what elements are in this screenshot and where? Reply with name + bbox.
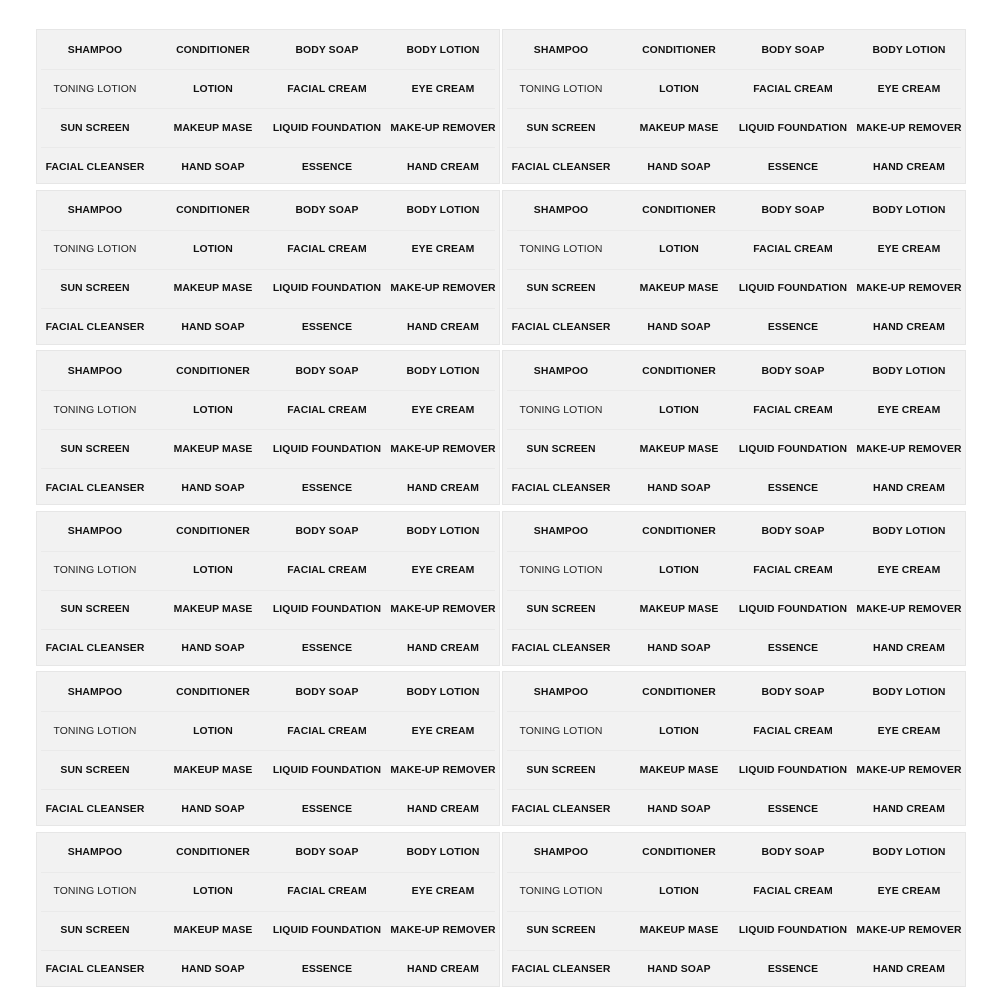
product-label: BODY SOAP xyxy=(295,686,359,698)
product-label: FACIAL CREAM xyxy=(287,404,367,416)
product-label: MAKEUP MASE xyxy=(639,925,719,937)
product-label: BODY LOTION xyxy=(406,847,480,859)
label-sheet xyxy=(502,511,966,666)
product-label: TONING LOTION xyxy=(53,886,137,898)
product-label: LOTION xyxy=(659,565,699,577)
label-sheet xyxy=(36,29,500,184)
product-label: EYE CREAM xyxy=(411,565,475,577)
product-label: MAKE-UP REMOVER xyxy=(856,604,962,616)
product-label: CONDITIONER xyxy=(176,526,250,538)
product-label: TONING LOTION xyxy=(53,565,137,577)
product-label: EYE CREAM xyxy=(877,886,941,898)
product-label: MAKEUP MASE xyxy=(173,604,253,616)
product-label: SHAMPOO xyxy=(533,686,589,698)
product-label: BODY LOTION xyxy=(872,847,946,859)
product-label: LIQUID FOUNDATION xyxy=(272,925,382,937)
product-label: ESSENCE xyxy=(767,964,819,976)
product-label: LOTION xyxy=(193,83,233,95)
product-label: SHAMPOO xyxy=(533,847,589,859)
product-label: HAND SOAP xyxy=(647,482,711,494)
product-label: LOTION xyxy=(659,83,699,95)
product-label: MAKEUP MASE xyxy=(639,764,719,776)
product-label: MAKE-UP REMOVER xyxy=(856,764,962,776)
product-label: CONDITIONER xyxy=(642,686,716,698)
product-label: EYE CREAM xyxy=(411,83,475,95)
product-label: CONDITIONER xyxy=(176,365,250,377)
product-label: MAKE-UP REMOVER xyxy=(390,122,496,134)
product-label: BODY LOTION xyxy=(872,205,946,217)
product-label: LIQUID FOUNDATION xyxy=(738,122,848,134)
product-label: BODY SOAP xyxy=(295,365,359,377)
product-label: HAND CREAM xyxy=(407,322,479,334)
product-label: SHAMPOO xyxy=(533,365,589,377)
product-label: FACIAL CLEANSER xyxy=(511,803,611,815)
product-label: LIQUID FOUNDATION xyxy=(272,283,382,295)
product-label: ESSENCE xyxy=(301,322,353,334)
product-label: MAKE-UP REMOVER xyxy=(390,443,496,455)
product-label: LOTION xyxy=(659,404,699,416)
product-label: HAND SOAP xyxy=(181,643,245,655)
product-label: EYE CREAM xyxy=(877,725,941,737)
label-sheet xyxy=(502,832,966,987)
product-label: HAND CREAM xyxy=(873,161,945,173)
product-label: HAND SOAP xyxy=(647,643,711,655)
product-label: LIQUID FOUNDATION xyxy=(738,925,848,937)
product-label: HAND SOAP xyxy=(181,482,245,494)
product-label: MAKEUP MASE xyxy=(173,122,253,134)
product-label: CONDITIONER xyxy=(642,44,716,56)
product-label: HAND SOAP xyxy=(647,322,711,334)
product-label: MAKEUP MASE xyxy=(639,604,719,616)
product-label: FACIAL CREAM xyxy=(753,725,833,737)
product-label: FACIAL CREAM xyxy=(753,404,833,416)
product-label: TONING LOTION xyxy=(53,404,137,416)
product-label: BODY LOTION xyxy=(406,365,480,377)
product-label: MAKE-UP REMOVER xyxy=(390,764,496,776)
product-label: EYE CREAM xyxy=(411,886,475,898)
product-label: ESSENCE xyxy=(301,803,353,815)
product-label: HAND CREAM xyxy=(873,803,945,815)
product-label: MAKE-UP REMOVER xyxy=(856,122,962,134)
product-label: EYE CREAM xyxy=(411,244,475,256)
product-label: SUN SCREEN xyxy=(526,925,596,937)
label-sheet xyxy=(36,832,500,987)
product-label: MAKE-UP REMOVER xyxy=(390,925,496,937)
product-label: HAND SOAP xyxy=(181,964,245,976)
product-label: LOTION xyxy=(193,886,233,898)
product-label: MAKE-UP REMOVER xyxy=(856,925,962,937)
product-label: BODY SOAP xyxy=(295,205,359,217)
label-sheet xyxy=(502,671,966,826)
product-label: ESSENCE xyxy=(767,161,819,173)
label-sheet xyxy=(36,350,500,505)
product-label: CONDITIONER xyxy=(176,847,250,859)
product-label: CONDITIONER xyxy=(176,44,250,56)
product-label: SUN SCREEN xyxy=(60,283,130,295)
product-label: HAND SOAP xyxy=(647,161,711,173)
label-sheet xyxy=(36,190,500,345)
product-label: FACIAL CLEANSER xyxy=(45,964,145,976)
product-label: BODY SOAP xyxy=(295,44,359,56)
product-label: FACIAL CREAM xyxy=(753,565,833,577)
product-label: CONDITIONER xyxy=(176,205,250,217)
product-label: LIQUID FOUNDATION xyxy=(272,122,382,134)
product-label: CONDITIONER xyxy=(176,686,250,698)
product-label: SUN SCREEN xyxy=(526,443,596,455)
label-sheet xyxy=(36,671,500,826)
product-label: HAND CREAM xyxy=(407,964,479,976)
product-label: BODY SOAP xyxy=(295,526,359,538)
product-label: TONING LOTION xyxy=(519,83,603,95)
product-label: CONDITIONER xyxy=(642,526,716,538)
product-label: MAKE-UP REMOVER xyxy=(390,283,496,295)
product-label: EYE CREAM xyxy=(877,404,941,416)
product-label: SHAMPOO xyxy=(67,686,123,698)
product-label: MAKE-UP REMOVER xyxy=(390,604,496,616)
product-label: FACIAL CREAM xyxy=(287,725,367,737)
product-label: LOTION xyxy=(193,565,233,577)
product-label: EYE CREAM xyxy=(877,244,941,256)
product-label: LIQUID FOUNDATION xyxy=(738,283,848,295)
product-label: EYE CREAM xyxy=(877,83,941,95)
product-label: FACIAL CREAM xyxy=(753,886,833,898)
product-label: LOTION xyxy=(659,244,699,256)
product-label: MAKEUP MASE xyxy=(173,764,253,776)
product-label: SUN SCREEN xyxy=(60,604,130,616)
product-label: MAKE-UP REMOVER xyxy=(856,283,962,295)
product-label: BODY LOTION xyxy=(872,365,946,377)
product-label: LOTION xyxy=(193,404,233,416)
label-sheet xyxy=(502,350,966,505)
product-label: HAND CREAM xyxy=(407,482,479,494)
product-label: LIQUID FOUNDATION xyxy=(738,443,848,455)
product-label: FACIAL CREAM xyxy=(753,83,833,95)
product-label: HAND SOAP xyxy=(647,803,711,815)
product-label: BODY LOTION xyxy=(872,44,946,56)
product-label: MAKEUP MASE xyxy=(639,443,719,455)
product-label: SUN SCREEN xyxy=(60,764,130,776)
product-label: BODY LOTION xyxy=(406,205,480,217)
product-label: SUN SCREEN xyxy=(526,283,596,295)
product-label: HAND CREAM xyxy=(407,161,479,173)
product-label: FACIAL CLEANSER xyxy=(511,322,611,334)
product-label: CONDITIONER xyxy=(642,365,716,377)
label-sheet xyxy=(502,29,966,184)
product-label: ESSENCE xyxy=(301,482,353,494)
product-label: HAND CREAM xyxy=(873,964,945,976)
product-label: TONING LOTION xyxy=(53,83,137,95)
product-label: FACIAL CLEANSER xyxy=(511,161,611,173)
product-label: CONDITIONER xyxy=(642,847,716,859)
product-label: LIQUID FOUNDATION xyxy=(272,443,382,455)
product-label: TONING LOTION xyxy=(519,244,603,256)
product-label: HAND CREAM xyxy=(873,322,945,334)
product-label: ESSENCE xyxy=(767,322,819,334)
product-label: EYE CREAM xyxy=(877,565,941,577)
product-label: LIQUID FOUNDATION xyxy=(272,604,382,616)
product-label: BODY SOAP xyxy=(761,686,825,698)
product-label: BODY SOAP xyxy=(761,847,825,859)
product-label: SHAMPOO xyxy=(533,526,589,538)
product-label: FACIAL CREAM xyxy=(287,244,367,256)
product-label: BODY LOTION xyxy=(406,526,480,538)
product-label: SUN SCREEN xyxy=(526,764,596,776)
product-label: FACIAL CREAM xyxy=(287,565,367,577)
product-label: SUN SCREEN xyxy=(60,122,130,134)
product-label: LOTION xyxy=(659,725,699,737)
product-label: HAND CREAM xyxy=(873,643,945,655)
product-label: TONING LOTION xyxy=(519,565,603,577)
product-label: SHAMPOO xyxy=(67,365,123,377)
product-label: FACIAL CLEANSER xyxy=(45,643,145,655)
product-label: FACIAL CLEANSER xyxy=(511,964,611,976)
product-label: SHAMPOO xyxy=(67,44,123,56)
product-label: MAKEUP MASE xyxy=(173,283,253,295)
product-label: ESSENCE xyxy=(767,803,819,815)
product-label: HAND CREAM xyxy=(873,482,945,494)
product-label: LOTION xyxy=(659,886,699,898)
product-label: SHAMPOO xyxy=(67,205,123,217)
product-label: BODY SOAP xyxy=(761,365,825,377)
product-label: ESSENCE xyxy=(301,161,353,173)
product-label: FACIAL CREAM xyxy=(287,83,367,95)
product-label: BODY LOTION xyxy=(406,44,480,56)
product-label: HAND SOAP xyxy=(181,161,245,173)
product-label: FACIAL CREAM xyxy=(753,244,833,256)
label-sheet xyxy=(36,511,500,666)
product-label: BODY SOAP xyxy=(761,526,825,538)
product-label: SHAMPOO xyxy=(533,205,589,217)
product-label: FACIAL CLEANSER xyxy=(45,803,145,815)
product-label: TONING LOTION xyxy=(519,725,603,737)
label-sheet xyxy=(502,190,966,345)
product-label: BODY SOAP xyxy=(295,847,359,859)
product-label: BODY SOAP xyxy=(761,44,825,56)
product-label: LOTION xyxy=(193,244,233,256)
product-label: FACIAL CLEANSER xyxy=(45,322,145,334)
product-label: MAKE-UP REMOVER xyxy=(856,443,962,455)
product-label: FACIAL CLEANSER xyxy=(511,482,611,494)
product-label: EYE CREAM xyxy=(411,404,475,416)
product-label: FACIAL CREAM xyxy=(287,886,367,898)
product-label: MAKEUP MASE xyxy=(639,122,719,134)
product-label: SHAMPOO xyxy=(533,44,589,56)
product-label: CONDITIONER xyxy=(642,205,716,217)
product-label: HAND SOAP xyxy=(181,803,245,815)
product-label: HAND CREAM xyxy=(407,643,479,655)
product-label: LIQUID FOUNDATION xyxy=(738,604,848,616)
product-label: HAND SOAP xyxy=(647,964,711,976)
product-label: MAKEUP MASE xyxy=(639,283,719,295)
product-label: HAND CREAM xyxy=(407,803,479,815)
product-label: ESSENCE xyxy=(767,482,819,494)
product-label: TONING LOTION xyxy=(53,725,137,737)
product-label: SHAMPOO xyxy=(67,847,123,859)
product-label: ESSENCE xyxy=(767,643,819,655)
product-label: HAND SOAP xyxy=(181,322,245,334)
product-label: BODY SOAP xyxy=(761,205,825,217)
product-label: TONING LOTION xyxy=(519,404,603,416)
product-label: FACIAL CLEANSER xyxy=(45,161,145,173)
product-label: MAKEUP MASE xyxy=(173,925,253,937)
product-label: BODY LOTION xyxy=(872,686,946,698)
product-label: SUN SCREEN xyxy=(60,925,130,937)
product-label: SUN SCREEN xyxy=(526,604,596,616)
product-label: TONING LOTION xyxy=(519,886,603,898)
product-label: EYE CREAM xyxy=(411,725,475,737)
product-label: ESSENCE xyxy=(301,643,353,655)
product-label: LIQUID FOUNDATION xyxy=(738,764,848,776)
product-label: BODY LOTION xyxy=(872,526,946,538)
product-label: SUN SCREEN xyxy=(60,443,130,455)
product-label: TONING LOTION xyxy=(53,244,137,256)
product-label: MAKEUP MASE xyxy=(173,443,253,455)
product-label: SUN SCREEN xyxy=(526,122,596,134)
product-label: BODY LOTION xyxy=(406,686,480,698)
product-label: LIQUID FOUNDATION xyxy=(272,764,382,776)
product-label: FACIAL CLEANSER xyxy=(45,482,145,494)
product-label: ESSENCE xyxy=(301,964,353,976)
product-label: SHAMPOO xyxy=(67,526,123,538)
product-label: LOTION xyxy=(193,725,233,737)
product-label: FACIAL CLEANSER xyxy=(511,643,611,655)
